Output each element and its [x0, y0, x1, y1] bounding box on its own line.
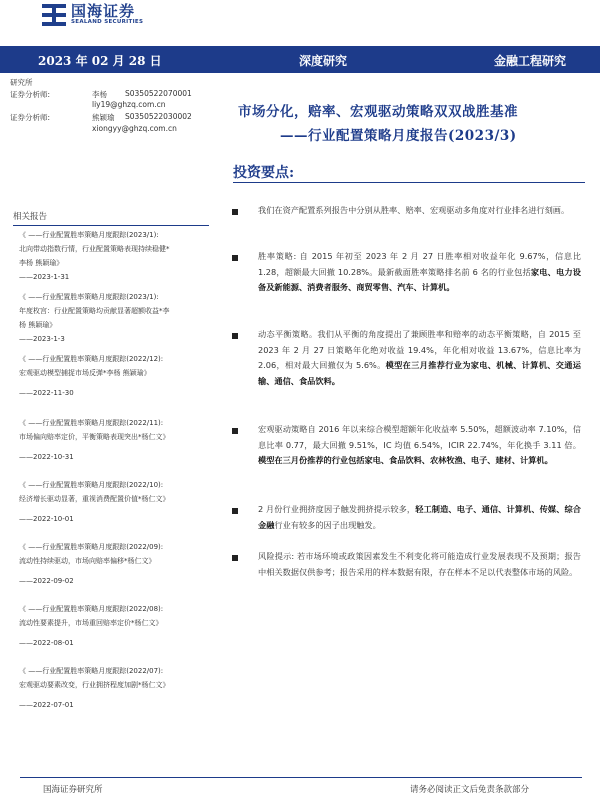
related-report-item[interactable]: 《 ——行业配置胜率策略月度跟踪(2022/10): 经济增长驱动显著，重视消费配置价值*杨仁文》 ——2022-10-01	[19, 481, 170, 523]
institute-label: 研究所	[10, 78, 33, 87]
related-report-item[interactable]: 《 ——行业配置胜率策略月度跟踪(2023/1): 年度枚宫：行业配置策略均贡献显著超额收益*李 杨 熊颖瑜》 ——2023-1-3	[19, 293, 170, 343]
paragraph-dynamic-balance: 动态平衡策略。我们从平衡的角度提出了兼顾胜率和赔率的动态平衡策略，自 2015 至 2023 年 2 月 27 日策略年化绝对收益 19.4%，年化相对收益 13.67%，信息比率为 2.06，相对最大回撤仅为 5.6%。模型在三月推荐行业为家电、机械、计算机、交通运输、通信、食品饮料。	[258, 329, 581, 386]
analyst-1-name: 李杨	[92, 90, 107, 99]
related-report-item[interactable]: 《 ——行业配置胜率策略月度跟踪(2022/07): 宏观驱动要素改变，行业拥挤程度加剧*杨仁文》 ——2022-07-01	[19, 667, 170, 709]
report-title: 市场分化，赔率、宏观驱动策略双双战胜基准	[238, 104, 518, 120]
report-subtitle: ——行业配置策略月度报告(2023/3)	[280, 128, 517, 144]
analyst-2-email[interactable]: xiongyy@ghzq.com.cn	[92, 124, 177, 133]
bullet-icon	[232, 253, 240, 261]
logo-text-en: SEALAND SECURITIES	[71, 19, 144, 25]
key-points-divider	[233, 182, 585, 183]
bullet-icon	[232, 426, 240, 434]
report-department: 金融工程研究	[494, 54, 567, 68]
footer-disclaimer[interactable]: 请务必阅读正文后免责条款部分	[410, 785, 530, 795]
bullet-icon	[232, 331, 240, 339]
paragraph-risk-warning: 风险提示: 若市场环境或政策因素发生不利变化将可能造成行业发展表现不及预期；报告中相关数据仅供参考；报告采用的样本数据有限，存在样本不足以代表整体市场的风险。	[258, 551, 581, 577]
bullet-icon	[232, 553, 240, 561]
analyst-2-role: 证券分析师:	[10, 113, 51, 122]
analyst-1-email[interactable]: liy19@ghzq.com.cn	[92, 100, 166, 109]
report-date: 2023 年 02 月 28 日	[38, 54, 162, 68]
logo-mark-icon	[42, 4, 66, 26]
related-reports-divider	[13, 225, 209, 226]
paragraph-macro-driven: 宏观驱动策略自 2016 年以来综合模型超额年化收益率 5.50%，超额波动率 7.10%，信息比率 0.77，最大回撤 9.51%，IC 均值 6.54%，ICIR 22.74%，年化换手 3.11 倍。模型在三月份推荐的行业包括家电、食品饮料、农林牧渔、电子、建材、计算机。	[258, 424, 581, 465]
bullet-icon	[232, 506, 240, 514]
analyst-2-cert: S0350522030002	[125, 112, 192, 121]
logo-text-cn: 国海证券	[71, 2, 136, 20]
related-report-item[interactable]: 《 ——行业配置胜率策略月度跟踪(2022/11): 市场偏向赔率定价，平衡策略表现突出*杨仁文》 ——2022-10-31	[19, 419, 170, 461]
paragraph-crowding: 2 月份行业拥挤度因子触发拥挤提示较多，轻工制造、电子、通信、计算机、传媒、综合金融行业有较多的因子出现触发。	[258, 504, 581, 530]
paragraph-intro: 我们在资产配置系列报告中分别从胜率、赔率、宏观驱动多角度对行业排名进行刻画。	[258, 205, 570, 215]
key-points-heading: 投资要点:	[233, 165, 295, 181]
footer-institute: 国海证券研究所	[43, 785, 103, 795]
report-type: 深度研究	[299, 54, 348, 68]
header-band	[0, 46, 600, 73]
paragraph-win-rate: 胜率策略: 自 2015 年初至 2023 年 2 月 27 日胜率相对收益年化 9.67%，信息比 1.28，超额最大回撤 10.28%。最新截面胜率策略排名前 6 名的行业包括家电、电力设备及新能源、消费者服务、商贸零售、汽车、计算机。	[258, 251, 581, 292]
analyst-1-cert: S0350522070001	[125, 89, 192, 98]
related-report-item[interactable]: 《 ——行业配置胜率策略月度跟踪(2022/09): 流动性持续驱动，市场向赔率偏移*杨仁文》 ——2022-09-02	[19, 543, 164, 585]
bullet-icon	[232, 207, 240, 215]
analyst-1-role: 证券分析师:	[10, 90, 51, 99]
analyst-2-name: 熊颖瑜	[92, 113, 115, 122]
footer-divider	[20, 777, 582, 778]
related-reports-title: 相关报告	[13, 212, 48, 222]
related-report-item[interactable]: 《 ——行业配置胜率策略月度跟踪(2022/12): 宏观驱动模型捕捉市场反弹*李杨 熊颖瑜》 ——2022-11-30	[19, 355, 164, 397]
related-report-item[interactable]: 《 ——行业配置胜率策略月度跟踪(2022/08): 流动性要素提升，市场重回赔率定价*杨仁文》 ——2022-08-01	[19, 605, 164, 647]
related-report-item[interactable]: 《 ——行业配置胜率策略月度跟踪(2023/1): 北向带动指数行情，行业配置策略表现持续稳健* 李杨 熊颖瑜》 ——2023-1-31	[19, 231, 170, 281]
company-logo	[42, 2, 143, 28]
